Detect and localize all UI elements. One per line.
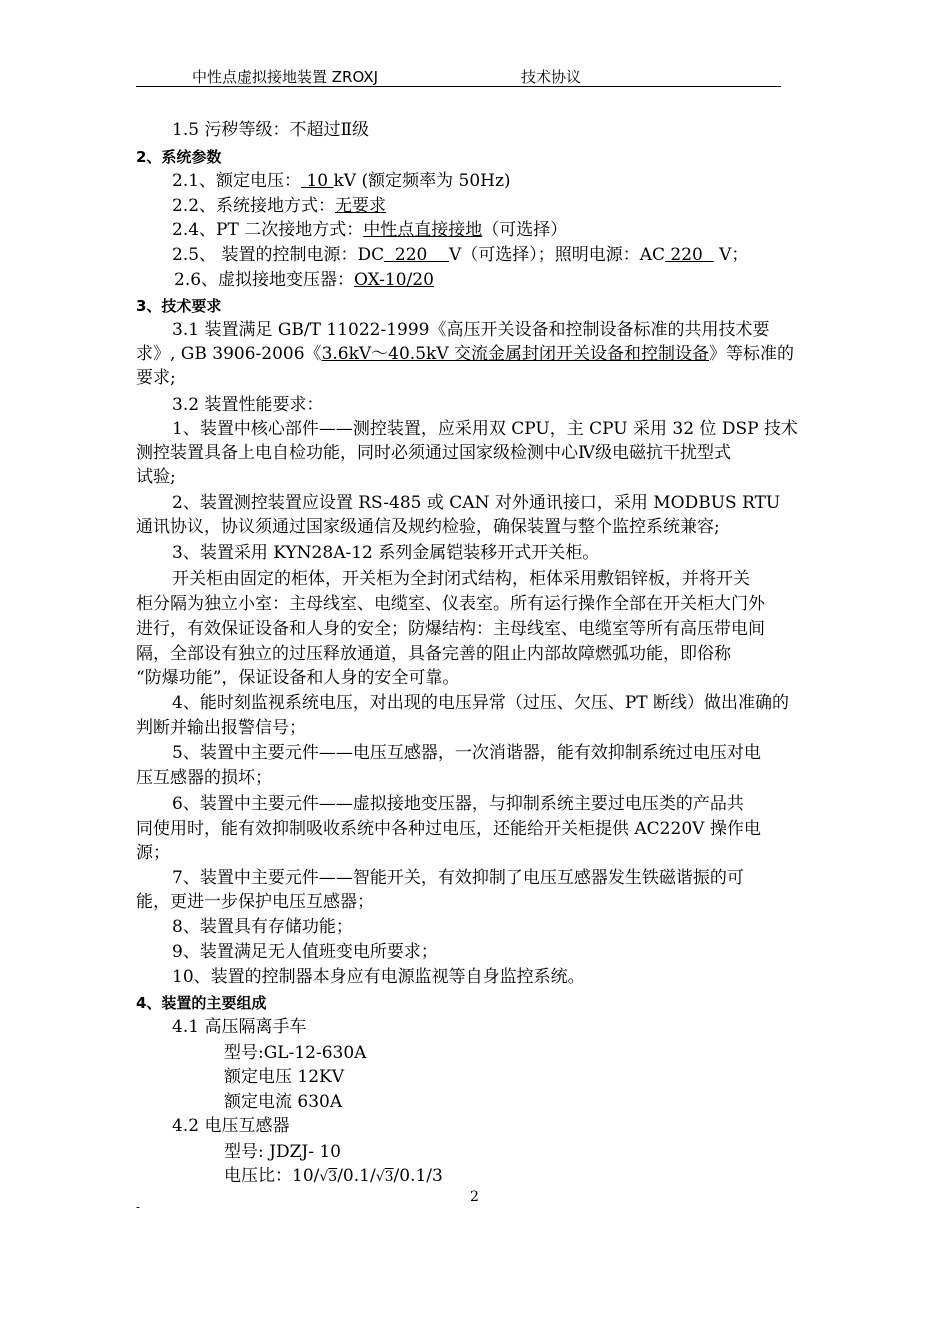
- item-2-6: 2.6、虚拟接地变压器：OX-10/20: [174, 270, 434, 290]
- item-4-1-current: 额定电流 630A: [224, 1092, 343, 1112]
- item-1-5: 1.5 污秽等级：不超过Ⅱ级: [172, 120, 369, 140]
- req-6-line1: 6、装置中主要元件——虚拟接地变压器，与抑制系统主要过电压类的产品共: [172, 794, 744, 814]
- req-2-line2: 通讯协议，协议须通过国家级通信及规约检验，确保装置与整个监控系统兼容;: [136, 517, 720, 537]
- cabinet-desc-line1: 开关柜由固定的柜体，开关柜为全封闭式结构，柜体采用敷铝锌板，并将开关: [172, 569, 750, 589]
- req-4-line1: 4、能时刻监视系统电压，对出现的电压异常（过压、欠压、PT 断线）做出准确的: [172, 693, 789, 713]
- item-4-2-model: 型号: JDZJ- 10: [224, 1142, 341, 1162]
- item-3-1-line2: 求》, GB 3906-2006《3.6kV～40.5kV 交流金属封闭开关设备和控制设备》等标准的: [136, 344, 795, 364]
- req-4-line2: 判断并输出报警信号；: [136, 718, 306, 738]
- footer-mark: -: [136, 1200, 141, 1214]
- cabinet-desc-line3: 进行，有效保证设备和人身的安全；防爆结构：主母线室、电缆室等所有高压带电间: [136, 619, 765, 639]
- item-2-2: 2.2、系统接地方式：无要求: [172, 196, 387, 216]
- req-1-line1: 1、装置中核心部件——测控装置，应采用双 CPU，主 CPU 采用 32 位 DSP 技术: [172, 419, 798, 439]
- item-2-4: 2.4、PT 二次接地方式：中性点直接接地（可选择）: [172, 220, 568, 240]
- req-6-line3: 源；: [136, 843, 170, 863]
- section-3-heading: 3、技术要求: [136, 297, 222, 315]
- sqrt-symbol: √3: [375, 1169, 394, 1185]
- req-3: 3、装置采用 KYN28A-12 系列金属铠装移开式开关柜。: [172, 543, 600, 563]
- section-4-heading: 4、装置的主要组成: [136, 994, 267, 1012]
- page-number: 2: [470, 1189, 479, 1205]
- req-1-line3: 试验;: [136, 467, 176, 487]
- req-7-line1: 7、装置中主要元件——智能开关，有效抑制了电压互感器发生铁磁谐振的可: [172, 868, 744, 888]
- item-4-1-voltage: 额定电压 12KV: [224, 1067, 345, 1087]
- cabinet-desc-line4: 隔，全部设有独立的过压释放通道，具备完善的阻止内部故障燃弧功能，即俗称: [136, 644, 731, 664]
- cabinet-desc-line5: “防爆功能”，保证设备和人身的安全可靠。: [136, 668, 460, 688]
- sqrt-symbol: √3: [319, 1169, 338, 1185]
- item-3-1-line3: 要求;: [136, 368, 176, 388]
- req-10: 10、装置的控制器本身应有电源监视等自身监控系统。: [172, 967, 585, 987]
- req-5-line2: 压互感器的损坏；: [136, 768, 272, 788]
- section-2-heading: 2、系统参数: [136, 148, 222, 166]
- item-4-1-model: 型号:GL-12-630A: [224, 1043, 367, 1063]
- req-8: 8、装置具有存储功能；: [172, 917, 353, 937]
- item-3-1-line1: 3.1 装置满足 GB/T 11022-1999《高压开关设备和控制设备标准的共用技术要: [172, 320, 770, 340]
- item-2-5: 2.5、 装置的控制电源：DC 220 V（可选择）；照明电源：AC 220 V；: [172, 245, 749, 265]
- req-2-line1: 2、装置测控装置应设置 RS-485 或 CAN 对外通讯接口，采用 MODBUS RTU: [172, 493, 781, 513]
- req-6-line2: 同使用时，能有效抑制吸收系统中各种过电压，还能给开关柜提供 AC220V 操作电: [136, 819, 761, 839]
- item-3-2: 3.2 装置性能要求：: [172, 395, 324, 415]
- req-1-line2: 测控装置具备上电自检功能，同时必须通过国家级检测中心Ⅳ级电磁抗干扰型式: [136, 443, 731, 463]
- item-2-1: 2.1、额定电压： 10 kV (额定频率为 50Hz): [172, 171, 511, 191]
- header-title: 中性点虚拟接地装置 ZROXJ: [192, 68, 379, 86]
- item-4-2: 4.2 电压互感器: [172, 1116, 290, 1136]
- item-4-1: 4.1 高压隔离手车: [172, 1017, 307, 1037]
- page-header: [136, 66, 781, 87]
- item-4-2-ratio: 电压比：10/√3/0.1/√3/0.1/3: [224, 1164, 443, 1189]
- header-subtitle: 技术协议: [521, 68, 582, 86]
- req-7-line2: 能，更进一步保护电压互感器；: [136, 892, 374, 912]
- cabinet-desc-line2: 柜分隔为独立小室：主母线室、电缆室、仪表室。所有运行操作全部在开关柜大门外: [136, 594, 765, 614]
- req-9: 9、装置满足无人值班变电所要求；: [172, 942, 438, 962]
- req-5-line1: 5、装置中主要元件——电压互感器，一次消谐器，能有效抑制系统过电压对电: [172, 743, 761, 763]
